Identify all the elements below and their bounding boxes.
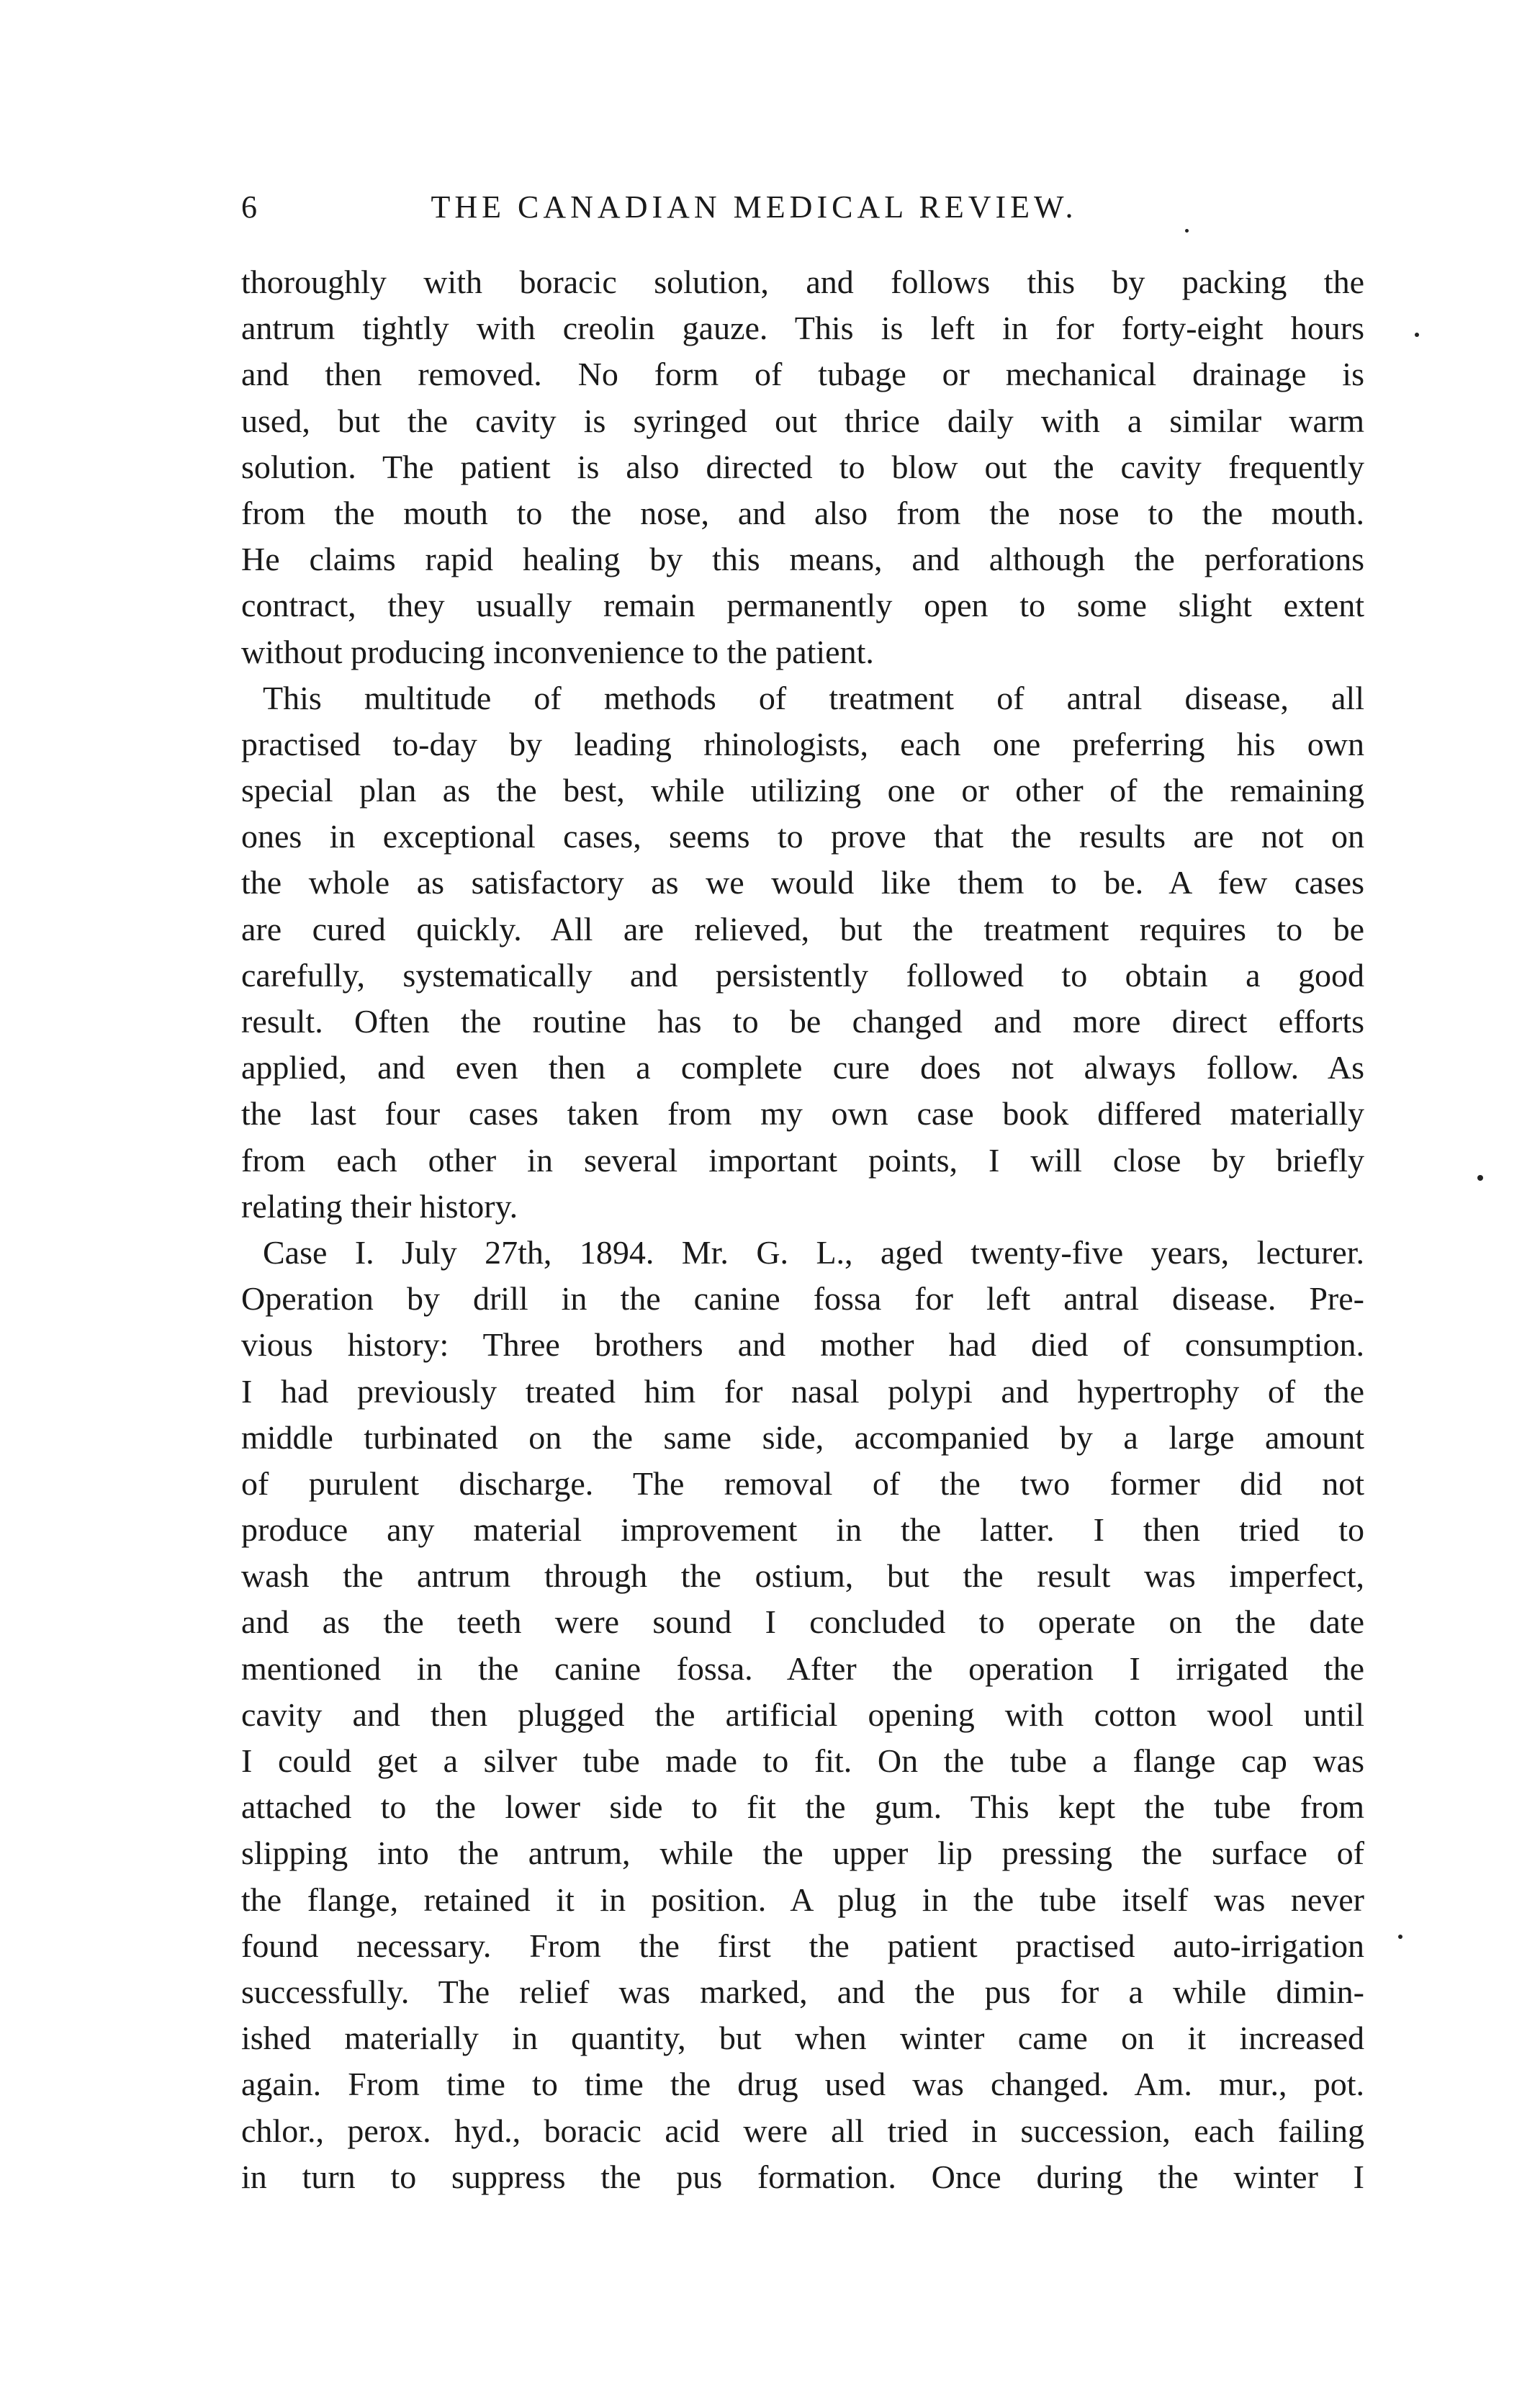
- scan-speck: [1415, 333, 1419, 337]
- text-line: solution. The patient is also directed to blow out the cavity frequently: [241, 448, 1364, 485]
- text-line: vious history: Three brothers and mother had died of consumption.: [241, 1326, 1364, 1364]
- text-line: antrum tightly with creolin gauze. This is left in for forty-eight hours: [241, 310, 1364, 347]
- text-line: special plan as the best, while utilizing one or other of the remaining: [241, 772, 1364, 809]
- text-line: mentioned in the canine fossa. After the operation I irrigated the: [241, 1649, 1364, 1687]
- text-line: used, but the cavity is syringed out thrice daily with a similar warm: [241, 402, 1364, 439]
- text-line: relating their history.: [241, 1187, 518, 1225]
- text-line: in turn to suppress the pus formation. Once during the winter I: [241, 2158, 1364, 2195]
- text-line: found necessary. From the first the patient practised auto-irrigation: [241, 1927, 1364, 1964]
- text-line: of purulent discharge. The removal of the two former did not: [241, 1464, 1364, 1502]
- paragraph-start-line: Case I. July 27th, 1894. Mr. G. L., aged twenty-five years, lecturer.: [263, 1233, 1364, 1271]
- text-line: contract, they usually remain permanently open to some slight extent: [241, 587, 1364, 624]
- text-line: slipping into the antrum, while the upper lip pressing the surface of: [241, 1834, 1364, 1872]
- text-line: from the mouth to the nose, and also from the nose to the mouth.: [241, 494, 1364, 531]
- text-line: wash the antrum through the ostium, but the result was imperfect,: [241, 1557, 1364, 1595]
- text-line: the last four cases taken from my own case book differed materially: [241, 1095, 1364, 1133]
- body-text: [241, 259, 1364, 2200]
- text-line: from each other in several important points, I will close by briefly: [241, 1141, 1364, 1179]
- text-line: middle turbinated on the same side, accompanied by a large amount: [241, 1418, 1364, 1456]
- text-line: the flange, retained it in position. A plug in the tube itself was never: [241, 1881, 1364, 1918]
- scan-speck: [1185, 229, 1189, 233]
- text-line: carefully, systematically and persistently followed to obtain a good: [241, 956, 1364, 994]
- text-line: produce any material improvement in the latter. I then tried to: [241, 1511, 1364, 1549]
- text-line: and then removed. No form of tubage or mechanical drainage is: [241, 356, 1364, 393]
- text-line: thoroughly with boracic solution, and follows this by packing the: [241, 264, 1364, 300]
- running-title: THE CANADIAN MEDICAL REVIEW.: [431, 189, 1078, 225]
- text-line: attached to the lower side to fit the gum. This kept the tube from: [241, 1788, 1364, 1826]
- text-line: I had previously treated him for nasal polypi and hypertrophy of the: [241, 1372, 1364, 1410]
- text-line: applied, and even then a complete cure does not always follow. As: [241, 1049, 1364, 1086]
- text-line: practised to-day by leading rhinologists, each one preferring his own: [241, 725, 1364, 762]
- text-line: ished materially in quantity, but when winter came on it increased: [241, 2020, 1364, 2057]
- text-line: without producing inconvenience to the patient.: [241, 633, 874, 670]
- text-line: ones in exceptional cases, seems to prove that the results are not on: [241, 818, 1364, 855]
- text-line: and as the teeth were sound I concluded to operate on the date: [241, 1603, 1364, 1641]
- scan-speck: [1398, 1935, 1402, 1939]
- text-line: chlor., perox. hyd., boracic acid were all tried in succession, each failing: [241, 2112, 1364, 2149]
- text-line: cavity and then plugged the artificial opening with cotton wool until: [241, 1696, 1364, 1733]
- text-line: result. Often the routine has to be changed and more direct efforts: [241, 1003, 1364, 1040]
- text-line: are cured quickly. All are relieved, but the treatment requires to be: [241, 910, 1364, 947]
- scan-speck: [1477, 1175, 1483, 1181]
- text-line: He claims rapid healing by this means, and although the perforations: [241, 541, 1364, 578]
- paragraph-start-line: This multitude of methods of treatment of antral disease, all: [263, 679, 1364, 716]
- text-line: successfully. The relief was marked, and the pus for a while dimin-: [241, 1973, 1364, 2010]
- page-header: [241, 179, 1267, 236]
- text-line: I could get a silver tube made to fit. On the tube a flange cap was: [241, 1742, 1364, 1779]
- text-line: again. From time to time the drug used was changed. Am. mur., pot.: [241, 2066, 1364, 2103]
- text-line: Operation by drill in the canine fossa for left antral disease. Pre-: [241, 1280, 1364, 1318]
- text-line: the whole as satisfactory as we would like them to be. A few cases: [241, 864, 1364, 901]
- page-number: 6: [241, 189, 257, 225]
